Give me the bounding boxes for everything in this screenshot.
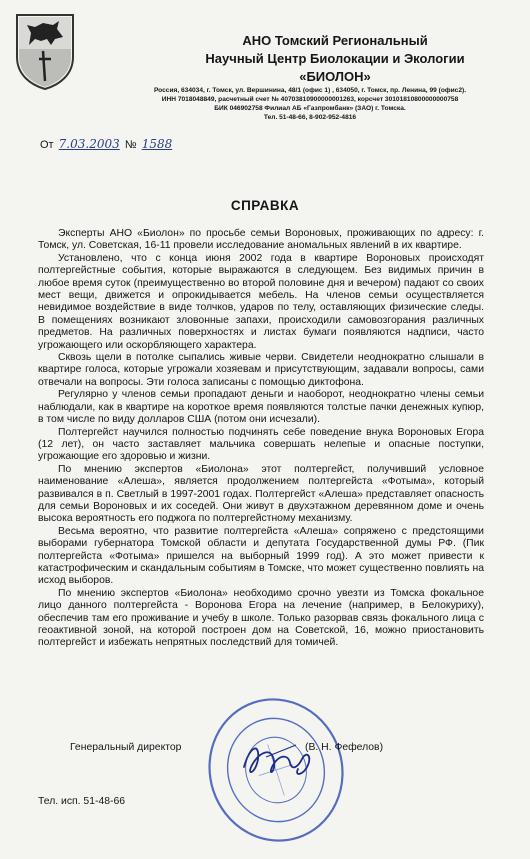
- contact-phone: Тел. исп. 51-48-66: [38, 796, 126, 807]
- document-body: [38, 228, 484, 650]
- tomsk-crest-logo: [13, 11, 77, 91]
- document-date: 7.03.2003: [58, 137, 120, 151]
- paragraph: Установлено, что с конца июня 2002 года в квартире Вороновых происходят полтергейстные события, которые выражаются в следующем. Без видимых причин в любое время суток (преимущественно во второй половине дня и вечером) падают со своих мест вещи, движется и опрокидывается мебель. На членов семьи осуществляется невидимое воздействие в виде толчков, ударов по телу, оставляющих физические следы. В помещениях возникают зловонные запахи, происходили самовозгорания различных предметов. На различных поверхностях и листах бумаги появляются надписи, часто угрожающего или оскорбляющего характера.: [38, 252, 484, 351]
- director-position: Генеральный директор: [70, 742, 182, 753]
- director-name: (В. Н. Фефелов): [305, 742, 384, 753]
- organization-name: [170, 32, 500, 86]
- paragraph: Сквозь щели в потолке сыпались живые черви. Свидетели неоднократно слышали в квартире голоса, которые угрожали хозяевам и присутствующим, задавали вопросы, сами отвечали на вопросы. Эти голоса записаны с помощью диктофона.: [38, 352, 484, 388]
- paragraph: Весьма вероятно, что развитие полтергейста «Алеша» сопряжено с предстоящими выборами губернатора Томской области и депутата Государственной думы РФ. (Пик полтергейста «Фотыма» пришелся на выборный 1999 год). А это может привести к катастрофическим и скандальным событиям в Томске, что может существенно повлиять на исход выборов.: [38, 525, 484, 587]
- bank-account-line: ИНН 7018048849, расчетный счет № 40703810900000001263, корсчет 30101810800000000758: [161, 96, 459, 103]
- paragraph: По мнению экспертов «Биолона» необходимо срочно увезти из Томска фокальное лицо данного полтергейста - Воронова Егора на лечение (например, в Белокуриху), обеспечив там его проживание и учебу в школе. Только разорвав связь фокального лица с геоактивной зоной, на которой построен дом на Советской, 16, можно приостановить полтергейст и избежать непрятных последствий для томичей.: [38, 587, 484, 649]
- org-name-line-3: «БИОЛОН»: [299, 69, 371, 84]
- document-title: СПРАВКА: [230, 198, 300, 213]
- number-label: №: [124, 139, 137, 151]
- bank-branch-line: БИК 046902758 Филиал АБ «Газпромбанк» (ЗАО) г. Томска.: [214, 105, 406, 112]
- paragraph: По мнению экспертов «Биолона» этот полтергейст, получивший условное наименование «Алеша», является продолжением полтергейста «Фотыма», который развивался в п. Светлый в 1997-2001 годах. Полтергейст «Алеша» представляет опасность для семьи Вороновых и их соседей. Они живут в двухэтажном деревянном доме и очень высока вероятность его поджога по полтергейстному механизму.: [38, 463, 484, 525]
- registration-line: [40, 137, 174, 151]
- address-line: Россия, 634034, г. Томск, ул. Вершинина, 48/1 (офис 1) , 634050, г. Томск, пр. Ленина, 99 (офис2).: [153, 87, 467, 94]
- org-name-line-1: АНО Томский Региональный: [242, 33, 428, 48]
- document-number: 1588: [141, 137, 173, 151]
- org-name-line-2: Научный Центр Биолокации и Экологии: [205, 51, 465, 66]
- from-label: От: [40, 139, 54, 151]
- phone-line: Тел. 51-48-66, 8-902-952-4816: [263, 114, 357, 121]
- paragraph: Полтергейст научился полностью подчинять себе поведение внука Вороновых Егора (12 лет), он часто заставляет мальчика совершать нелепые и опасные поступки, угрожающие его здоровью и жизни.: [38, 426, 484, 463]
- organization-requisites: [95, 86, 525, 122]
- paragraph: Эксперты АНО «Биолон» по просьбе семьи Вороновых, проживающих по адресу: г. Томск, ул. Советская, 16-11 провели исследование аномальных явлений в их квартире.: [38, 228, 484, 252]
- paragraph: Регулярно у членов семьи пропадают деньги и наоборот, неоднократно члены семьи наблюдали, как в квартире на короткое время появляются толстые пачки денежных купюр, в том числе по виду долларов США (потом они исчезали).: [38, 389, 484, 426]
